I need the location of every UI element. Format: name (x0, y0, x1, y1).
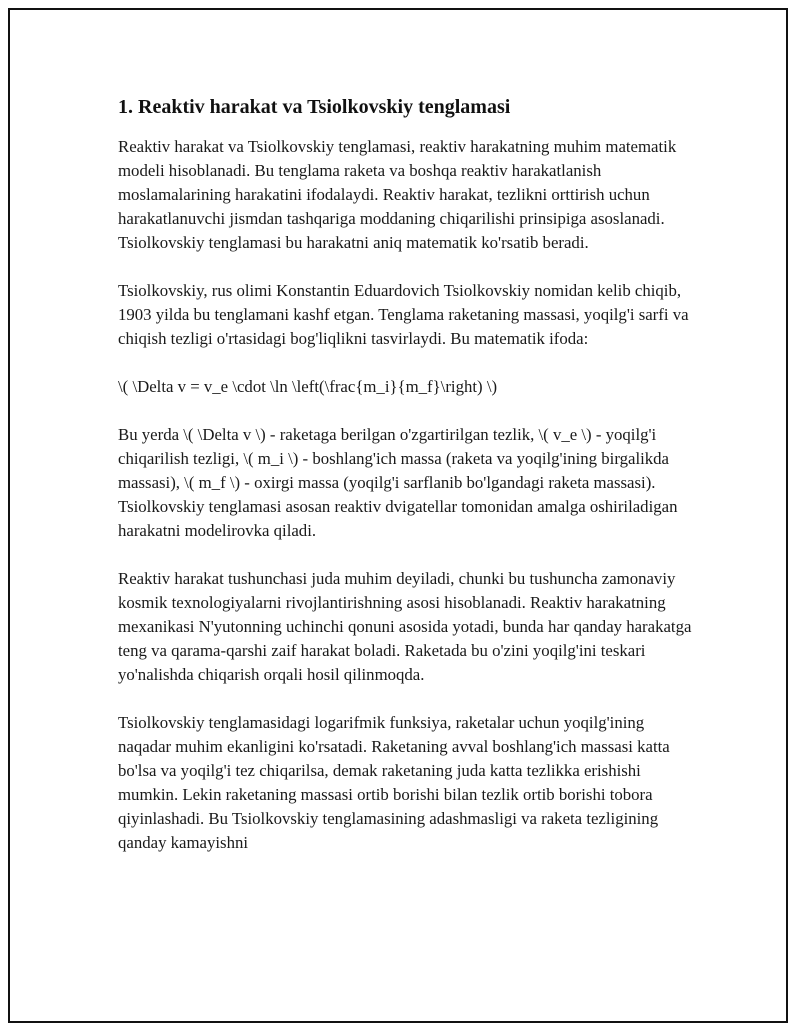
section-heading: 1. Reaktiv harakat va Tsiolkovskiy tenglamasi (118, 96, 511, 118)
paragraph-concept: Reaktiv harakat tushunchasi juda muhim deyiladi, chunki bu tushuncha zamonaviy kosmik texnologiyalarni rivojlantirishning asosi hisoblanadi. Reaktiv harakatning mexanikasi N'yutonning uchinchi qonuni asosida yotadi, bunda har qanday harakatga teng va qarama-qarshi zaif harakat boladi. Raketada bu o'zini yoqilg'ini teskari yo'nalishda chiqarish orqali hosil qilinmoqda. (118, 569, 692, 684)
paragraph-history: Tsiolkovskiy, rus olimi Konstantin Eduardovich Tsiolkovskiy nomidan kelib chiqib, 1903 yilda bu tenglamani kashf etgan. Tenglama raketaning massasi, yoqilg'i sarfi va chiqish tezligi o'rtasidagi bog'liqlikni tasvirlaydi. Bu matematik ifoda: (118, 281, 689, 348)
paragraph-logarithm: Tsiolkovskiy tenglamasidagi logarifmik funksiya, raketalar uchun yoqilg'ining naqadar muhim ekanligini ko'rsatadi. Raketaning avval boshlang'ich massasi katta bo'lsa va yoqilg'i tez chiqarilsa, demak raketaning juda katta tezlikka erishishi mumkin. Lekin raketaning massasi ortib borishi bilan tezlik ortib borishi tobora qiyinlashadi. Bu Tsiolkovskiy tenglamasining adashmasligi va raketa tezligining qanday kamayishni (118, 713, 670, 852)
paragraph-intro: Reaktiv harakat va Tsiolkovskiy tenglamasi, reaktiv harakatning muhim matematik modeli hisoblanadi. Bu tenglama raketa va boshqa reaktiv harakatlanish moslamalarining harakatini ifodalaydi. Reaktiv harakat, tezlikni orttirish uchun harakatlanuvchi jismdan tashqariga moddaning chiqarilishi prinsipiga asoslanadi. Tsiolkovskiy tenglamasi bu harakatni aniq matematik ko'rsatib beradi. (118, 137, 677, 252)
document-body (118, 94, 698, 879)
paragraph-variables: Bu yerda \( \Delta v \) - raketaga berilgan o'zgartirilgan tezlik, \( v_e \) - yoqilg'i chiqarilish tezligi, \( m_i \) - boshlang'ich massa (raketa va yoqilg'ining birgalikda massasi), \( m_f \) - oxirgi massa (yoqilg'i sarflanib bo'lgandagi raketa massasi). Tsiolkovskiy tenglamasi asosan reaktiv dvigatellar tomonidan amalga oshiriladigan harakatni modelirovka qiladi. (118, 425, 678, 540)
formula-line: \( \Delta v = v_e \cdot \ln \left(\frac{m_i}{m_f}\right) \) (118, 377, 498, 396)
